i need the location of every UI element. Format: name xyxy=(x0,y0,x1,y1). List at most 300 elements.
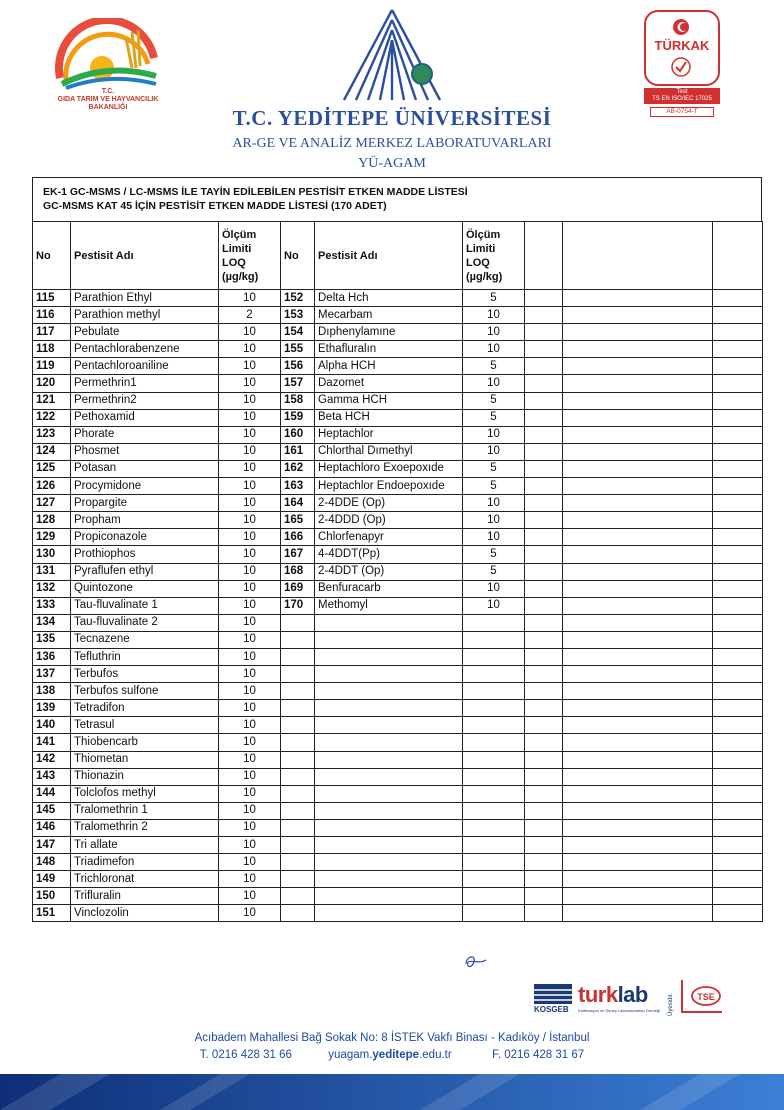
empty-cell xyxy=(713,426,763,443)
loq-value: 10 xyxy=(219,426,281,443)
row-number: 126 xyxy=(33,478,71,495)
loq-value: 10 xyxy=(219,631,281,648)
empty-cell xyxy=(525,290,563,307)
empty-cell xyxy=(315,854,463,871)
empty-cell xyxy=(713,375,763,392)
loq-value: 10 xyxy=(219,888,281,905)
empty-cell xyxy=(463,837,525,854)
loq-value: 10 xyxy=(219,563,281,580)
empty-cell xyxy=(463,734,525,751)
table-row xyxy=(33,460,763,477)
empty-cell xyxy=(563,495,713,512)
empty-cell xyxy=(281,854,315,871)
row-number: 167 xyxy=(281,546,315,563)
pesticide-name: Beta HCH xyxy=(315,409,463,426)
pesticide-name: Heptachlor xyxy=(315,426,463,443)
empty-cell xyxy=(713,341,763,358)
empty-cell xyxy=(525,648,563,665)
pesticide-name: Trifluralin xyxy=(71,888,219,905)
empty-cell xyxy=(525,546,563,563)
website[interactable] xyxy=(328,1049,451,1061)
row-number: 169 xyxy=(281,580,315,597)
empty-cell xyxy=(713,443,763,460)
pesticide-name: Benfuracarb xyxy=(315,580,463,597)
empty-cell xyxy=(713,768,763,785)
empty-cell xyxy=(563,478,713,495)
pesticide-name: Tetrasul xyxy=(71,717,219,734)
empty-cell xyxy=(463,717,525,734)
empty-cell xyxy=(713,324,763,341)
pesticide-name: 4-4DDT(Pp) xyxy=(315,546,463,563)
empty-cell xyxy=(563,546,713,563)
empty-cell xyxy=(563,768,713,785)
pesticide-name: Permethrin1 xyxy=(71,375,219,392)
empty-cell xyxy=(463,802,525,819)
row-number: 129 xyxy=(33,529,71,546)
empty-cell xyxy=(713,751,763,768)
table-row xyxy=(33,785,763,802)
empty-cell xyxy=(525,785,563,802)
table-row xyxy=(33,631,763,648)
row-number: 166 xyxy=(281,529,315,546)
table-row xyxy=(33,751,763,768)
empty-cell xyxy=(463,700,525,717)
loq-value: 10 xyxy=(219,512,281,529)
empty-cell xyxy=(315,666,463,683)
row-number: 142 xyxy=(33,751,71,768)
row-number: 155 xyxy=(281,341,315,358)
empty-cell xyxy=(525,478,563,495)
empty-cell xyxy=(525,341,563,358)
empty-cell xyxy=(525,751,563,768)
empty-cell xyxy=(525,358,563,375)
row-number: 168 xyxy=(281,563,315,580)
loq-header-line: LOQ xyxy=(466,256,490,269)
empty-cell xyxy=(463,785,525,802)
empty-cell xyxy=(713,854,763,871)
pesticide-name: Heptachlor Endoepoxıde xyxy=(315,478,463,495)
table-row xyxy=(33,375,763,392)
pesticide-list xyxy=(32,177,762,919)
pesticide-name: Delta Hch xyxy=(315,290,463,307)
phone: T. 0216 428 31 66 xyxy=(199,1049,292,1061)
row-number: 160 xyxy=(281,426,315,443)
pesticide-name: Permethrin2 xyxy=(71,392,219,409)
empty-cell xyxy=(563,819,713,836)
empty-cell xyxy=(281,648,315,665)
row-number: 150 xyxy=(33,888,71,905)
empty-cell xyxy=(281,871,315,888)
loq-value: 10 xyxy=(219,324,281,341)
loq-value: 10 xyxy=(219,597,281,614)
row-number: 147 xyxy=(33,837,71,854)
pesticide-name: Terbufos sulfone xyxy=(71,683,219,700)
pesticide-name: Alpha HCH xyxy=(315,358,463,375)
empty-cell xyxy=(463,871,525,888)
row-number: 152 xyxy=(281,290,315,307)
empty-cell xyxy=(463,819,525,836)
empty-cell xyxy=(563,683,713,700)
table-row xyxy=(33,580,763,597)
loq-header-line: Ölçüm xyxy=(466,228,501,241)
empty-cell xyxy=(525,666,563,683)
empty-cell xyxy=(525,854,563,871)
pesticide-name: Terbufos xyxy=(71,666,219,683)
pesticide-name: 2-4DDE (Op) xyxy=(315,495,463,512)
row-number: 131 xyxy=(33,563,71,580)
empty-cell xyxy=(713,392,763,409)
empty-cell xyxy=(713,905,763,922)
empty-cell xyxy=(525,871,563,888)
row-number: 115 xyxy=(33,290,71,307)
pesticide-name: Pyraflufen ethyl xyxy=(71,563,219,580)
empty-cell xyxy=(315,717,463,734)
empty-cell xyxy=(281,717,315,734)
empty-cell xyxy=(713,717,763,734)
row-number: 134 xyxy=(33,614,71,631)
loq-value: 5 xyxy=(463,478,525,495)
loq-value: 5 xyxy=(463,392,525,409)
row-number: 141 xyxy=(33,734,71,751)
col-header-loq xyxy=(219,222,281,290)
empty-cell xyxy=(525,563,563,580)
table-row xyxy=(33,546,763,563)
empty-cell xyxy=(281,888,315,905)
empty-cell xyxy=(563,529,713,546)
pesticide-name: Tefluthrin xyxy=(71,648,219,665)
empty-cell xyxy=(463,905,525,922)
loq-value: 10 xyxy=(219,460,281,477)
pesticide-name: Pentachloroaniline xyxy=(71,358,219,375)
lab-title: AR-GE VE ANALİZ MERKEZ LABORATUVARLARI xyxy=(232,136,552,151)
turklab-word: turklab xyxy=(578,982,648,1007)
pesticide-name: Tolclofos methyl xyxy=(71,785,219,802)
website-suffix: .edu.tr xyxy=(419,1049,452,1061)
empty-cell xyxy=(315,785,463,802)
title-line-1: EK-1 GC-MSMS / LC-MSMS İLE TAYİN EDİLEBİLEN PESTİSİT ETKEN MADDE LİSTESİ xyxy=(43,186,468,198)
footer-band xyxy=(0,1074,784,1110)
pesticide-name: Methomyl xyxy=(315,597,463,614)
lab-abbrev: YÜ-AGAM xyxy=(358,156,426,171)
row-number: 165 xyxy=(281,512,315,529)
empty-cell xyxy=(563,785,713,802)
crescent-star-icon xyxy=(672,18,690,36)
empty-cell xyxy=(281,768,315,785)
pesticide-name: Phorate xyxy=(71,426,219,443)
table-row xyxy=(33,819,763,836)
turklab-logo xyxy=(578,982,668,1014)
empty-cell xyxy=(713,871,763,888)
empty-cell xyxy=(525,529,563,546)
empty-cell xyxy=(563,409,713,426)
empty-cell xyxy=(525,375,563,392)
pesticide-name: Propham xyxy=(71,512,219,529)
kosgeb-bars-icon xyxy=(534,984,572,1004)
pesticide-name: Tau-fluvalinate 1 xyxy=(71,597,219,614)
empty-cell xyxy=(713,460,763,477)
row-number: 124 xyxy=(33,443,71,460)
turkak-word: TÜRKAK xyxy=(654,38,710,53)
loq-value: 10 xyxy=(219,751,281,768)
address: Acıbadem Mahallesi Bağ Sokak No: 8 İSTEK Vakfı Binası - Kadıköy / İstanbul xyxy=(194,1032,590,1044)
pesticide-name: Parathion methyl xyxy=(71,307,219,324)
pesticide-name: Ethafluralın xyxy=(315,341,463,358)
empty-cell xyxy=(525,802,563,819)
empty-cell xyxy=(563,666,713,683)
pesticide-name: Propiconazole xyxy=(71,529,219,546)
empty-cell xyxy=(563,700,713,717)
empty-header-cell xyxy=(563,222,713,290)
pesticide-name: Phosmet xyxy=(71,443,219,460)
empty-cell xyxy=(563,597,713,614)
empty-cell xyxy=(525,512,563,529)
loq-value: 10 xyxy=(219,683,281,700)
empty-cell xyxy=(525,734,563,751)
col-header-no: No xyxy=(281,222,315,290)
empty-cell xyxy=(315,631,463,648)
loq-value: 10 xyxy=(219,495,281,512)
loq-value: 10 xyxy=(219,871,281,888)
empty-cell xyxy=(281,666,315,683)
loq-header-line: (µg/kg) xyxy=(466,270,503,283)
loq-value: 5 xyxy=(463,290,525,307)
loq-value: 10 xyxy=(219,768,281,785)
loq-header-line: Limiti xyxy=(466,242,496,255)
empty-cell xyxy=(525,717,563,734)
loq-value: 10 xyxy=(219,375,281,392)
ministry-logo xyxy=(46,14,170,118)
loq-value: 10 xyxy=(463,529,525,546)
empty-cell xyxy=(315,819,463,836)
pesticide-name: Tralomethrin 2 xyxy=(71,819,219,836)
empty-cell xyxy=(563,443,713,460)
empty-cell xyxy=(713,546,763,563)
table-row xyxy=(33,341,763,358)
loq-value: 10 xyxy=(219,580,281,597)
pesticide-name: Vinclozolin xyxy=(71,905,219,922)
website-prefix: yuagam. xyxy=(328,1049,373,1061)
yeditepe-logo xyxy=(336,6,448,104)
table-row xyxy=(33,905,763,922)
pesticide-name: Propargite xyxy=(71,495,219,512)
empty-cell xyxy=(713,409,763,426)
loq-value: 10 xyxy=(463,307,525,324)
empty-cell xyxy=(315,802,463,819)
empty-cell xyxy=(525,631,563,648)
loq-value: 10 xyxy=(219,358,281,375)
ministry-line: GIDA TARIM VE HAYVANCILIK xyxy=(57,96,159,103)
row-number: 137 xyxy=(33,666,71,683)
empty-cell xyxy=(563,614,713,631)
row-number: 163 xyxy=(281,478,315,495)
member-label: Üyesidir. xyxy=(668,992,674,1016)
empty-cell xyxy=(463,614,525,631)
row-number: 161 xyxy=(281,443,315,460)
col-header-loq xyxy=(463,222,525,290)
empty-cell xyxy=(281,785,315,802)
table-row xyxy=(33,563,763,580)
loq-value: 10 xyxy=(463,324,525,341)
loq-value: 10 xyxy=(219,341,281,358)
table-row xyxy=(33,597,763,614)
empty-cell xyxy=(315,905,463,922)
empty-cell xyxy=(315,888,463,905)
empty-cell xyxy=(563,717,713,734)
table-row xyxy=(33,358,763,375)
table-row xyxy=(33,700,763,717)
table-row xyxy=(33,648,763,665)
loq-header-line: (µg/kg) xyxy=(222,270,259,283)
table-row xyxy=(33,290,763,307)
empty-cell xyxy=(525,392,563,409)
empty-cell xyxy=(315,768,463,785)
row-number: 145 xyxy=(33,802,71,819)
loq-value: 10 xyxy=(463,375,525,392)
empty-cell xyxy=(281,802,315,819)
pesticide-name: Pethoxamid xyxy=(71,409,219,426)
pesticide-name: Chlorfenapyr xyxy=(315,529,463,546)
row-number: 135 xyxy=(33,631,71,648)
empty-cell xyxy=(281,837,315,854)
empty-cell xyxy=(713,888,763,905)
empty-cell xyxy=(525,580,563,597)
empty-cell xyxy=(463,683,525,700)
row-number: 130 xyxy=(33,546,71,563)
pesticide-name: Gamma HCH xyxy=(315,392,463,409)
empty-cell xyxy=(281,700,315,717)
loq-value: 10 xyxy=(219,614,281,631)
empty-cell xyxy=(563,854,713,871)
table-row xyxy=(33,854,763,871)
pesticide-name: Tecnazene xyxy=(71,631,219,648)
table-row xyxy=(33,443,763,460)
empty-cell xyxy=(563,358,713,375)
row-number: 157 xyxy=(281,375,315,392)
loq-header-line: LOQ xyxy=(222,256,246,269)
empty-cell xyxy=(281,905,315,922)
row-number: 118 xyxy=(33,341,71,358)
row-number: 149 xyxy=(33,871,71,888)
loq-value: 10 xyxy=(463,495,525,512)
pesticide-name: Thiometan xyxy=(71,751,219,768)
table-row xyxy=(33,324,763,341)
loq-value: 10 xyxy=(463,580,525,597)
empty-cell xyxy=(525,409,563,426)
empty-cell xyxy=(713,580,763,597)
row-number: 139 xyxy=(33,700,71,717)
row-number: 133 xyxy=(33,597,71,614)
pesticide-name: Quintozone xyxy=(71,580,219,597)
table-row xyxy=(33,717,763,734)
turkak-band-line: Test xyxy=(676,89,688,95)
row-number: 151 xyxy=(33,905,71,922)
loq-value: 5 xyxy=(463,563,525,580)
empty-cell xyxy=(563,375,713,392)
row-number: 158 xyxy=(281,392,315,409)
turklab-subtitle: Kalibrasyon ve Deney Laboratuvarları Derneği xyxy=(578,1008,661,1013)
pesticide-name: Procymidone xyxy=(71,478,219,495)
pesticide-name: Tetradifon xyxy=(71,700,219,717)
empty-cell xyxy=(563,837,713,854)
empty-cell xyxy=(563,751,713,768)
pesticide-name: Dazomet xyxy=(315,375,463,392)
empty-cell xyxy=(563,734,713,751)
empty-cell xyxy=(525,426,563,443)
loq-value: 10 xyxy=(219,409,281,426)
loq-header-line: Limiti xyxy=(222,242,252,255)
pesticide-name: Dıphenylamıne xyxy=(315,324,463,341)
empty-cell xyxy=(713,785,763,802)
empty-cell xyxy=(315,837,463,854)
empty-cell xyxy=(713,802,763,819)
row-number: 128 xyxy=(33,512,71,529)
empty-cell xyxy=(315,648,463,665)
empty-cell xyxy=(463,751,525,768)
empty-cell xyxy=(713,563,763,580)
loq-value: 10 xyxy=(219,700,281,717)
loq-value: 10 xyxy=(463,426,525,443)
loq-value: 10 xyxy=(219,837,281,854)
table-row xyxy=(33,478,763,495)
table-row xyxy=(33,768,763,785)
empty-cell xyxy=(525,597,563,614)
empty-header-cell xyxy=(713,222,763,290)
empty-cell xyxy=(563,426,713,443)
sun-field-icon xyxy=(52,18,162,90)
empty-cell xyxy=(563,905,713,922)
row-number: 116 xyxy=(33,307,71,324)
table-row xyxy=(33,837,763,854)
website-domain: yeditepe xyxy=(372,1049,420,1061)
pesticide-name: Prothiophos xyxy=(71,546,219,563)
checkmark-icon xyxy=(670,56,692,78)
empty-cell xyxy=(315,614,463,631)
empty-cell xyxy=(713,290,763,307)
empty-cell xyxy=(463,854,525,871)
loq-value: 10 xyxy=(463,512,525,529)
empty-cell xyxy=(563,648,713,665)
empty-cell xyxy=(315,751,463,768)
empty-cell xyxy=(713,819,763,836)
empty-cell xyxy=(281,631,315,648)
loq-value: 10 xyxy=(219,648,281,665)
table-row xyxy=(33,409,763,426)
row-number: 156 xyxy=(281,358,315,375)
loq-value: 10 xyxy=(219,546,281,563)
turkak-band-line: TS EN ISO/IEC 17025 xyxy=(652,96,712,102)
empty-cell xyxy=(563,888,713,905)
empty-cell xyxy=(713,614,763,631)
turkak-band xyxy=(644,88,720,104)
empty-cell xyxy=(563,290,713,307)
empty-cell xyxy=(281,751,315,768)
empty-cell xyxy=(563,512,713,529)
loq-value: 10 xyxy=(219,785,281,802)
loq-header-line: Ölçüm xyxy=(222,228,257,241)
empty-header-cell xyxy=(525,222,563,290)
empty-cell xyxy=(525,888,563,905)
pesticide-name: Thionazin xyxy=(71,768,219,785)
empty-cell xyxy=(713,358,763,375)
pesticide-name: 2-4DDD (Op) xyxy=(315,512,463,529)
row-number: 125 xyxy=(33,460,71,477)
empty-cell xyxy=(713,495,763,512)
row-number: 122 xyxy=(33,409,71,426)
loq-value: 5 xyxy=(463,546,525,563)
loq-value: 10 xyxy=(219,854,281,871)
loq-value: 10 xyxy=(463,597,525,614)
empty-cell xyxy=(563,341,713,358)
